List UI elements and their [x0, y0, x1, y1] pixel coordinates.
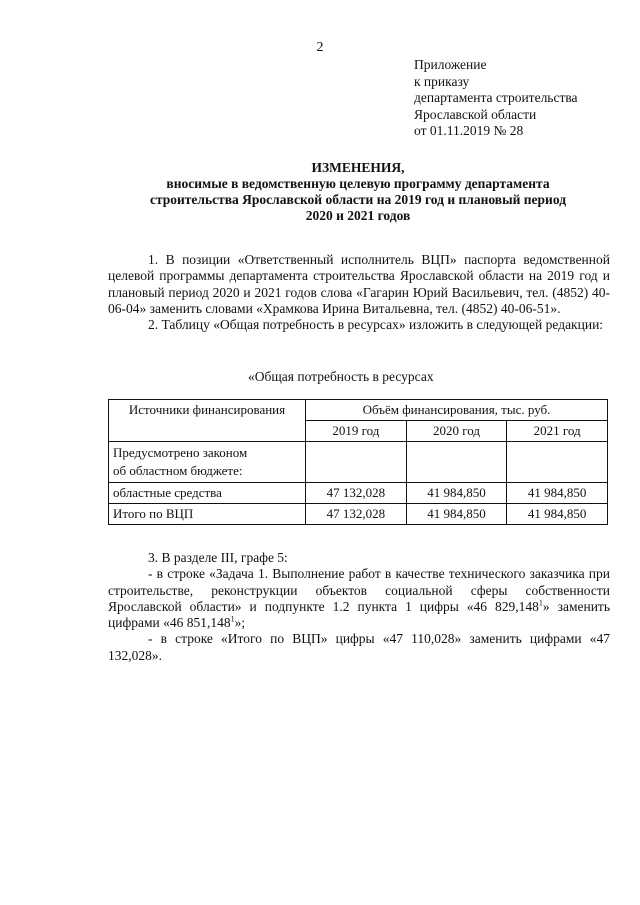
table-cell: 41 984,850	[507, 504, 608, 525]
resources-table	[108, 399, 608, 525]
title-line: строительства Ярославской области на 2019 год и плановый период	[149, 192, 567, 207]
table-cell	[406, 442, 507, 483]
row-label-line: об областном бюджете:	[113, 463, 243, 478]
footnote-mark: 1	[230, 614, 235, 624]
paragraph-3: 3. В разделе III, графе 5:	[148, 550, 288, 565]
appendix-line: Ярославской области	[414, 106, 537, 122]
table-cell: 47 132,028	[306, 483, 407, 504]
header-volume: Объём финансирования, тыс. руб.	[306, 400, 608, 421]
list-item: - в строке «Итого по ВЦП» цифры «47 110,028» заменить цифрами «47 132,028».	[108, 631, 610, 663]
header-year: 2019 год	[306, 421, 407, 442]
appendix-line: департамента строительства	[414, 90, 578, 105]
body-section-1	[108, 252, 610, 333]
title-line: ИЗМЕНЕНИЯ,	[311, 160, 405, 175]
table-cell: 41 984,850	[406, 504, 507, 525]
list-item	[108, 566, 610, 631]
item-text: - в строке «Задача 1. Выполнение работ в качестве технического заказчика при строительстве, реконструкции объектов социальной сферы собственности Ярославской области» и подпункте 1.2 пункта 1 цифры «46 829,148	[108, 566, 610, 614]
paragraph-2: 2. Таблицу «Общая потребность в ресурсах» изложить в следующей редакции:	[148, 317, 604, 333]
table-row	[109, 442, 608, 483]
appendix-line: Приложение	[414, 57, 487, 72]
header-sources: Источники финансирования	[109, 400, 306, 442]
item-text: » заменить цифрами «46 851,148	[108, 598, 610, 631]
table-cell: 41 984,850	[507, 483, 608, 504]
header-year: 2021 год	[507, 421, 608, 442]
appendix-date: от 01.11.2019 № 28	[414, 123, 524, 138]
table-cell: 41 984,850	[406, 483, 507, 504]
row-label-line: Предусмотрено законом	[113, 445, 248, 460]
appendix-line: к приказу	[414, 73, 470, 89]
body-section-3	[108, 550, 610, 664]
table-cell	[306, 442, 407, 483]
row-label	[109, 442, 306, 483]
paragraph-1: 1. В позиции «Ответственный исполнитель ВЦП» паспорта ведомственной целевой программы департамента строительства Ярославской области на 2019 год и плановый период 2020 и 2021 годов слова «Гагарин Юрий Васильевич, тел. (4852) 40-06-04» заменить словами «Храмкова Ирина Витальевна, тел. (4852) 40-06-51».	[108, 252, 610, 316]
table-caption: «Общая потребность в ресурсах	[248, 369, 434, 384]
page-number: 2	[316, 40, 324, 55]
appendix-block	[414, 57, 578, 140]
header-year: 2020 год	[406, 421, 507, 442]
table-cell: 47 132,028	[306, 504, 407, 525]
row-label: областные средства	[109, 483, 306, 504]
title-line: 2020 и 2021 годов	[305, 208, 411, 223]
document-title	[108, 160, 608, 224]
table-row	[109, 483, 608, 504]
footnote-mark: 1	[538, 598, 543, 608]
row-label: Итого по ВЦП	[109, 504, 306, 525]
item-text: »;	[234, 615, 246, 631]
table-cell	[507, 442, 608, 483]
title-line: вносимые в ведомственную целевую программу департамента	[166, 176, 550, 191]
table-row	[109, 504, 608, 525]
